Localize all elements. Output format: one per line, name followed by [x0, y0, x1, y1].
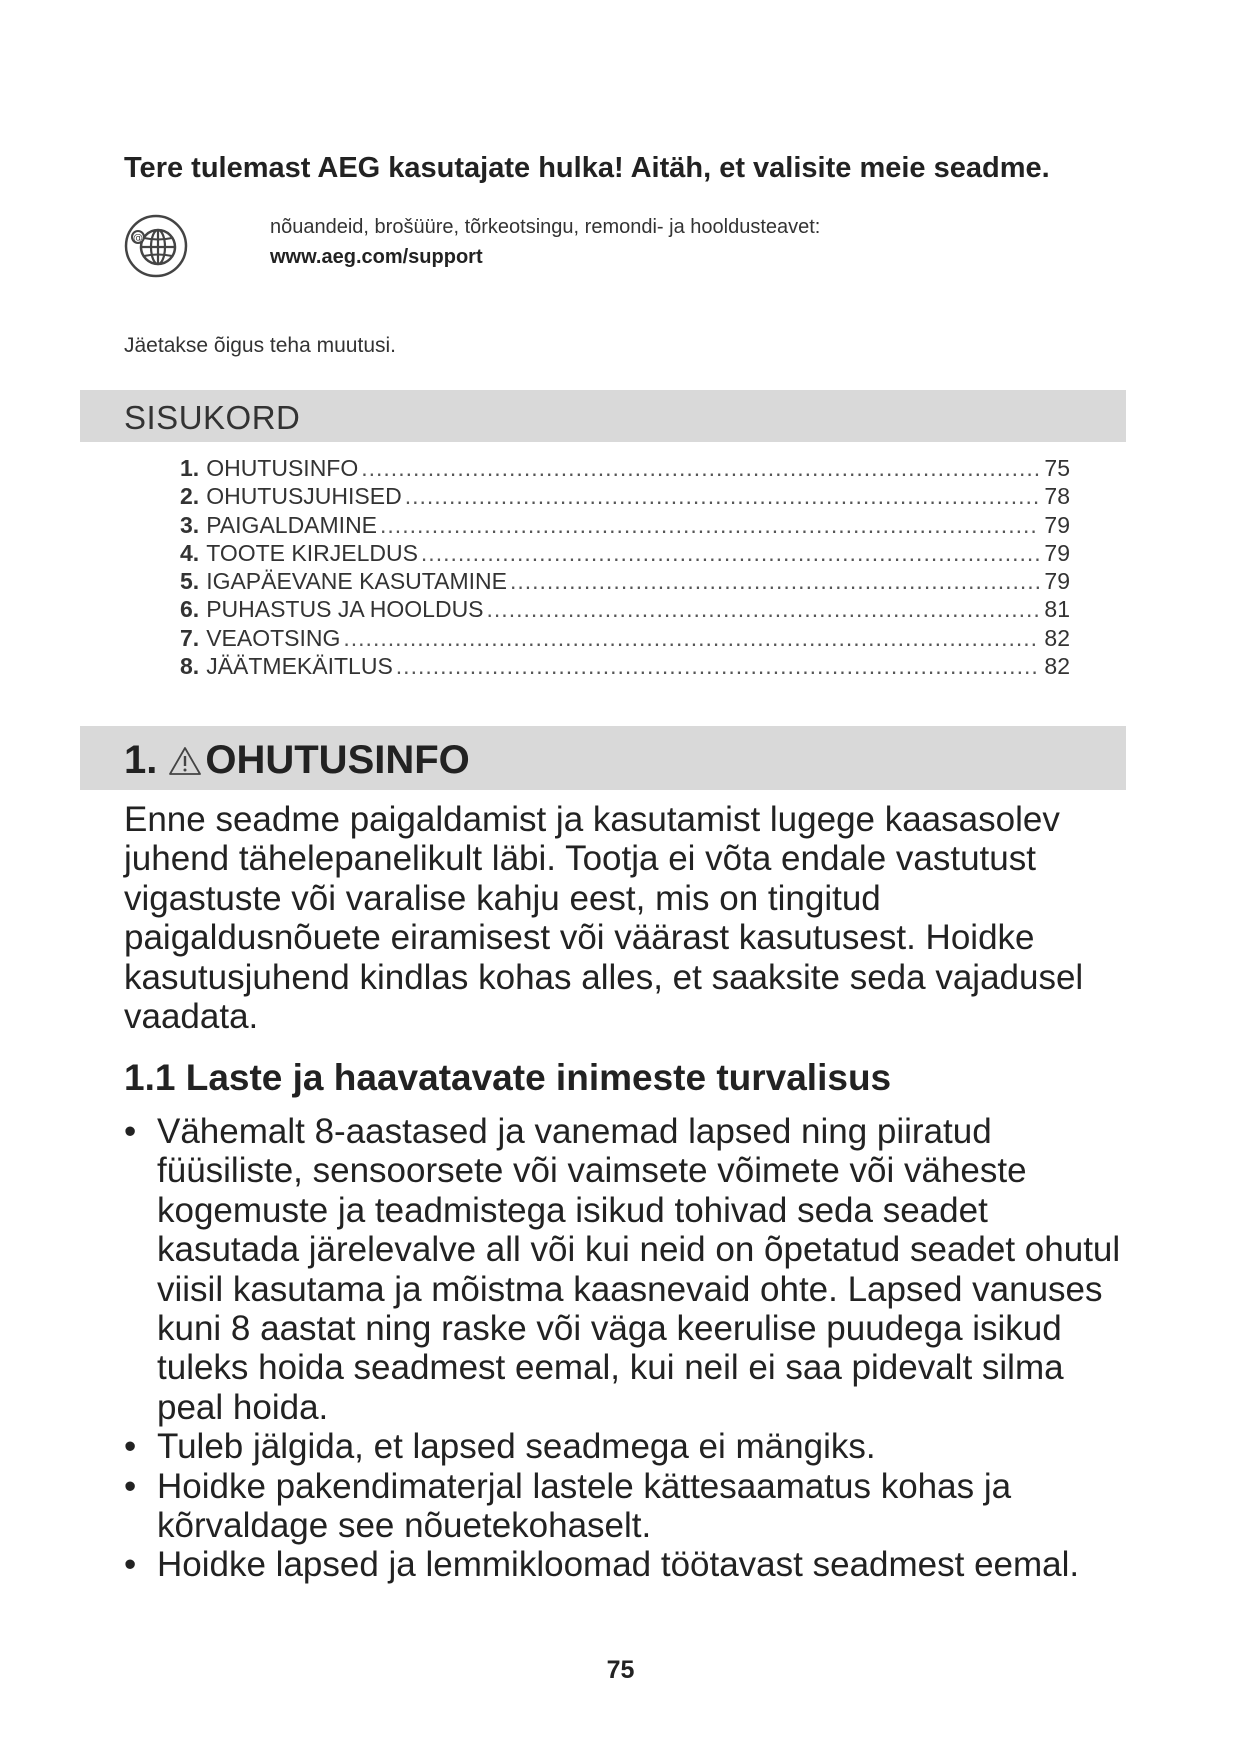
- toc-item-number: 2.: [180, 483, 200, 510]
- welcome-heading: Tere tulemast AEG kasutajate hulka! Aitäh, et valisite meie seadme.: [124, 152, 1050, 184]
- toc-item-page: 78: [1044, 483, 1070, 510]
- toc-item[interactable]: [180, 512, 1070, 540]
- toc-leader-dots: [343, 625, 1039, 652]
- list-item-text: Vähemalt 8-aastased ja vanemad lapsed ning piiratud füüsiliste, sensoorsete või vaimsete võimete või väheste kogemuste ja teadmistega isikud tohivad seda seadet kasutada järelevalve all või kui neid on õpetatud seadet ohutul viisil kasutama ja mõistma kaasnevaid ohte. Lapsed vanuses kuni 8 aastat ning raske või väga keerulise puudega isikud tuleks hoida seadmest eemal, kui neil ei saa pidevalt silma peal hoida.: [157, 1112, 1121, 1427]
- support-link[interactable]: www.aeg.com/support: [270, 246, 483, 268]
- section-title: [124, 738, 470, 783]
- toc-item[interactable]: [180, 596, 1070, 624]
- toc-item-label: VEAOTSING: [206, 624, 341, 651]
- toc-item[interactable]: [180, 653, 1070, 681]
- toc-item-label: OHUTUSINFO: [206, 455, 359, 481]
- list-item-text: Hoidke lapsed ja lemmikloomad töötavast seadmest eemal.: [157, 1545, 1080, 1585]
- toc-item-page: 75: [1044, 455, 1070, 481]
- svg-text:@: @: [133, 233, 143, 244]
- list-item: [124, 1467, 1134, 1546]
- safety-bullet-list: [124, 1112, 1134, 1585]
- toc-item-label: TOOTE KIRJELDUS: [206, 539, 418, 566]
- toc-item-number: 7.: [180, 624, 200, 651]
- warning-triangle-icon: [167, 745, 203, 777]
- section-number: 1.: [124, 738, 158, 782]
- intro-paragraph: Enne seadme paigaldamist ja kasutamist lugege kaasasolev juhend tähelepanelikult läbi. Tootja ei võta endale vastutust vigastuste või varalise kahju eest, mis on tingitud paigaldusnõuete eiramisest või väärast kasutusest. Hoidke kasutusjuhend kindlas kohas alles, et saaksite seda vajadusel vaadata.: [124, 800, 1084, 1037]
- bullet-marker: •: [124, 1545, 137, 1585]
- bullet-marker: •: [124, 1112, 137, 1151]
- toc-item-page: 82: [1044, 653, 1070, 680]
- toc-item-page: 79: [1044, 568, 1070, 595]
- subsection-title: 1.1 Laste ja haavatavate inimeste turvalisus: [124, 1057, 892, 1098]
- toc-item[interactable]: [180, 568, 1070, 596]
- bullet-marker: •: [124, 1466, 137, 1506]
- toc-item-number: 4.: [180, 539, 200, 566]
- section-title-text: OHUTUSINFO: [205, 738, 470, 782]
- toc-item-number: 8.: [180, 653, 200, 680]
- section-header-band: [80, 726, 1126, 790]
- toc-item-page: 82: [1044, 624, 1070, 651]
- toc-leader-dots: [405, 483, 1039, 510]
- toc-item[interactable]: [180, 483, 1070, 511]
- list-item: [124, 1545, 1134, 1584]
- toc-title: SISUKORD: [124, 399, 301, 436]
- toc-item-number: 5.: [180, 568, 200, 595]
- toc-header-band: [80, 390, 1126, 442]
- toc-item-number: 6.: [180, 596, 200, 623]
- toc-item-label: IGAPÄEVANE KASUTAMINE: [206, 568, 507, 595]
- toc-item-label: OHUTUSJUHISED: [206, 483, 402, 510]
- disclaimer-text: Jäetakse õigus teha muutusi.: [124, 334, 396, 357]
- toc-item-page: 79: [1044, 511, 1070, 538]
- toc-item-label: PAIGALDAMINE: [206, 511, 378, 538]
- toc-item-label: PUHASTUS JA HOOLDUS: [206, 596, 484, 623]
- page-number: 75: [606, 1656, 635, 1684]
- toc-leader-dots: [421, 540, 1039, 567]
- toc-leader-dots: [487, 596, 1039, 623]
- bullet-marker: •: [124, 1427, 137, 1467]
- toc-item-page: 81: [1044, 596, 1070, 623]
- list-item-text: Tuleb jälgida, et lapsed seadmega ei mängiks.: [157, 1427, 876, 1467]
- toc-item-number: 3.: [180, 511, 200, 538]
- toc-item[interactable]: [180, 455, 1070, 483]
- list-item: [124, 1112, 1134, 1427]
- toc-leader-dots: [396, 653, 1039, 680]
- toc-item[interactable]: [180, 540, 1070, 568]
- toc-item-page: 79: [1044, 539, 1070, 566]
- table-of-contents: [180, 455, 1070, 681]
- toc-leader-dots: [361, 455, 1039, 482]
- toc-leader-dots: [510, 568, 1039, 595]
- toc-leader-dots: [380, 512, 1039, 539]
- support-description: nõuandeid, brošüüre, tõrkeotsingu, remondi- ja hooldusteavet:: [270, 216, 821, 238]
- toc-item[interactable]: [180, 625, 1070, 653]
- list-item-text: Hoidke pakendimaterjal lastele kättesaamatus kohas ja kõrvaldage see nõuetekohaselt.: [157, 1466, 1012, 1546]
- list-item: [124, 1427, 1134, 1466]
- globe-web-icon: [124, 214, 188, 278]
- support-info: [270, 212, 820, 272]
- toc-item-label: JÄÄTMEKÄITLUS: [206, 653, 393, 680]
- toc-item-number: 1.: [180, 455, 200, 481]
